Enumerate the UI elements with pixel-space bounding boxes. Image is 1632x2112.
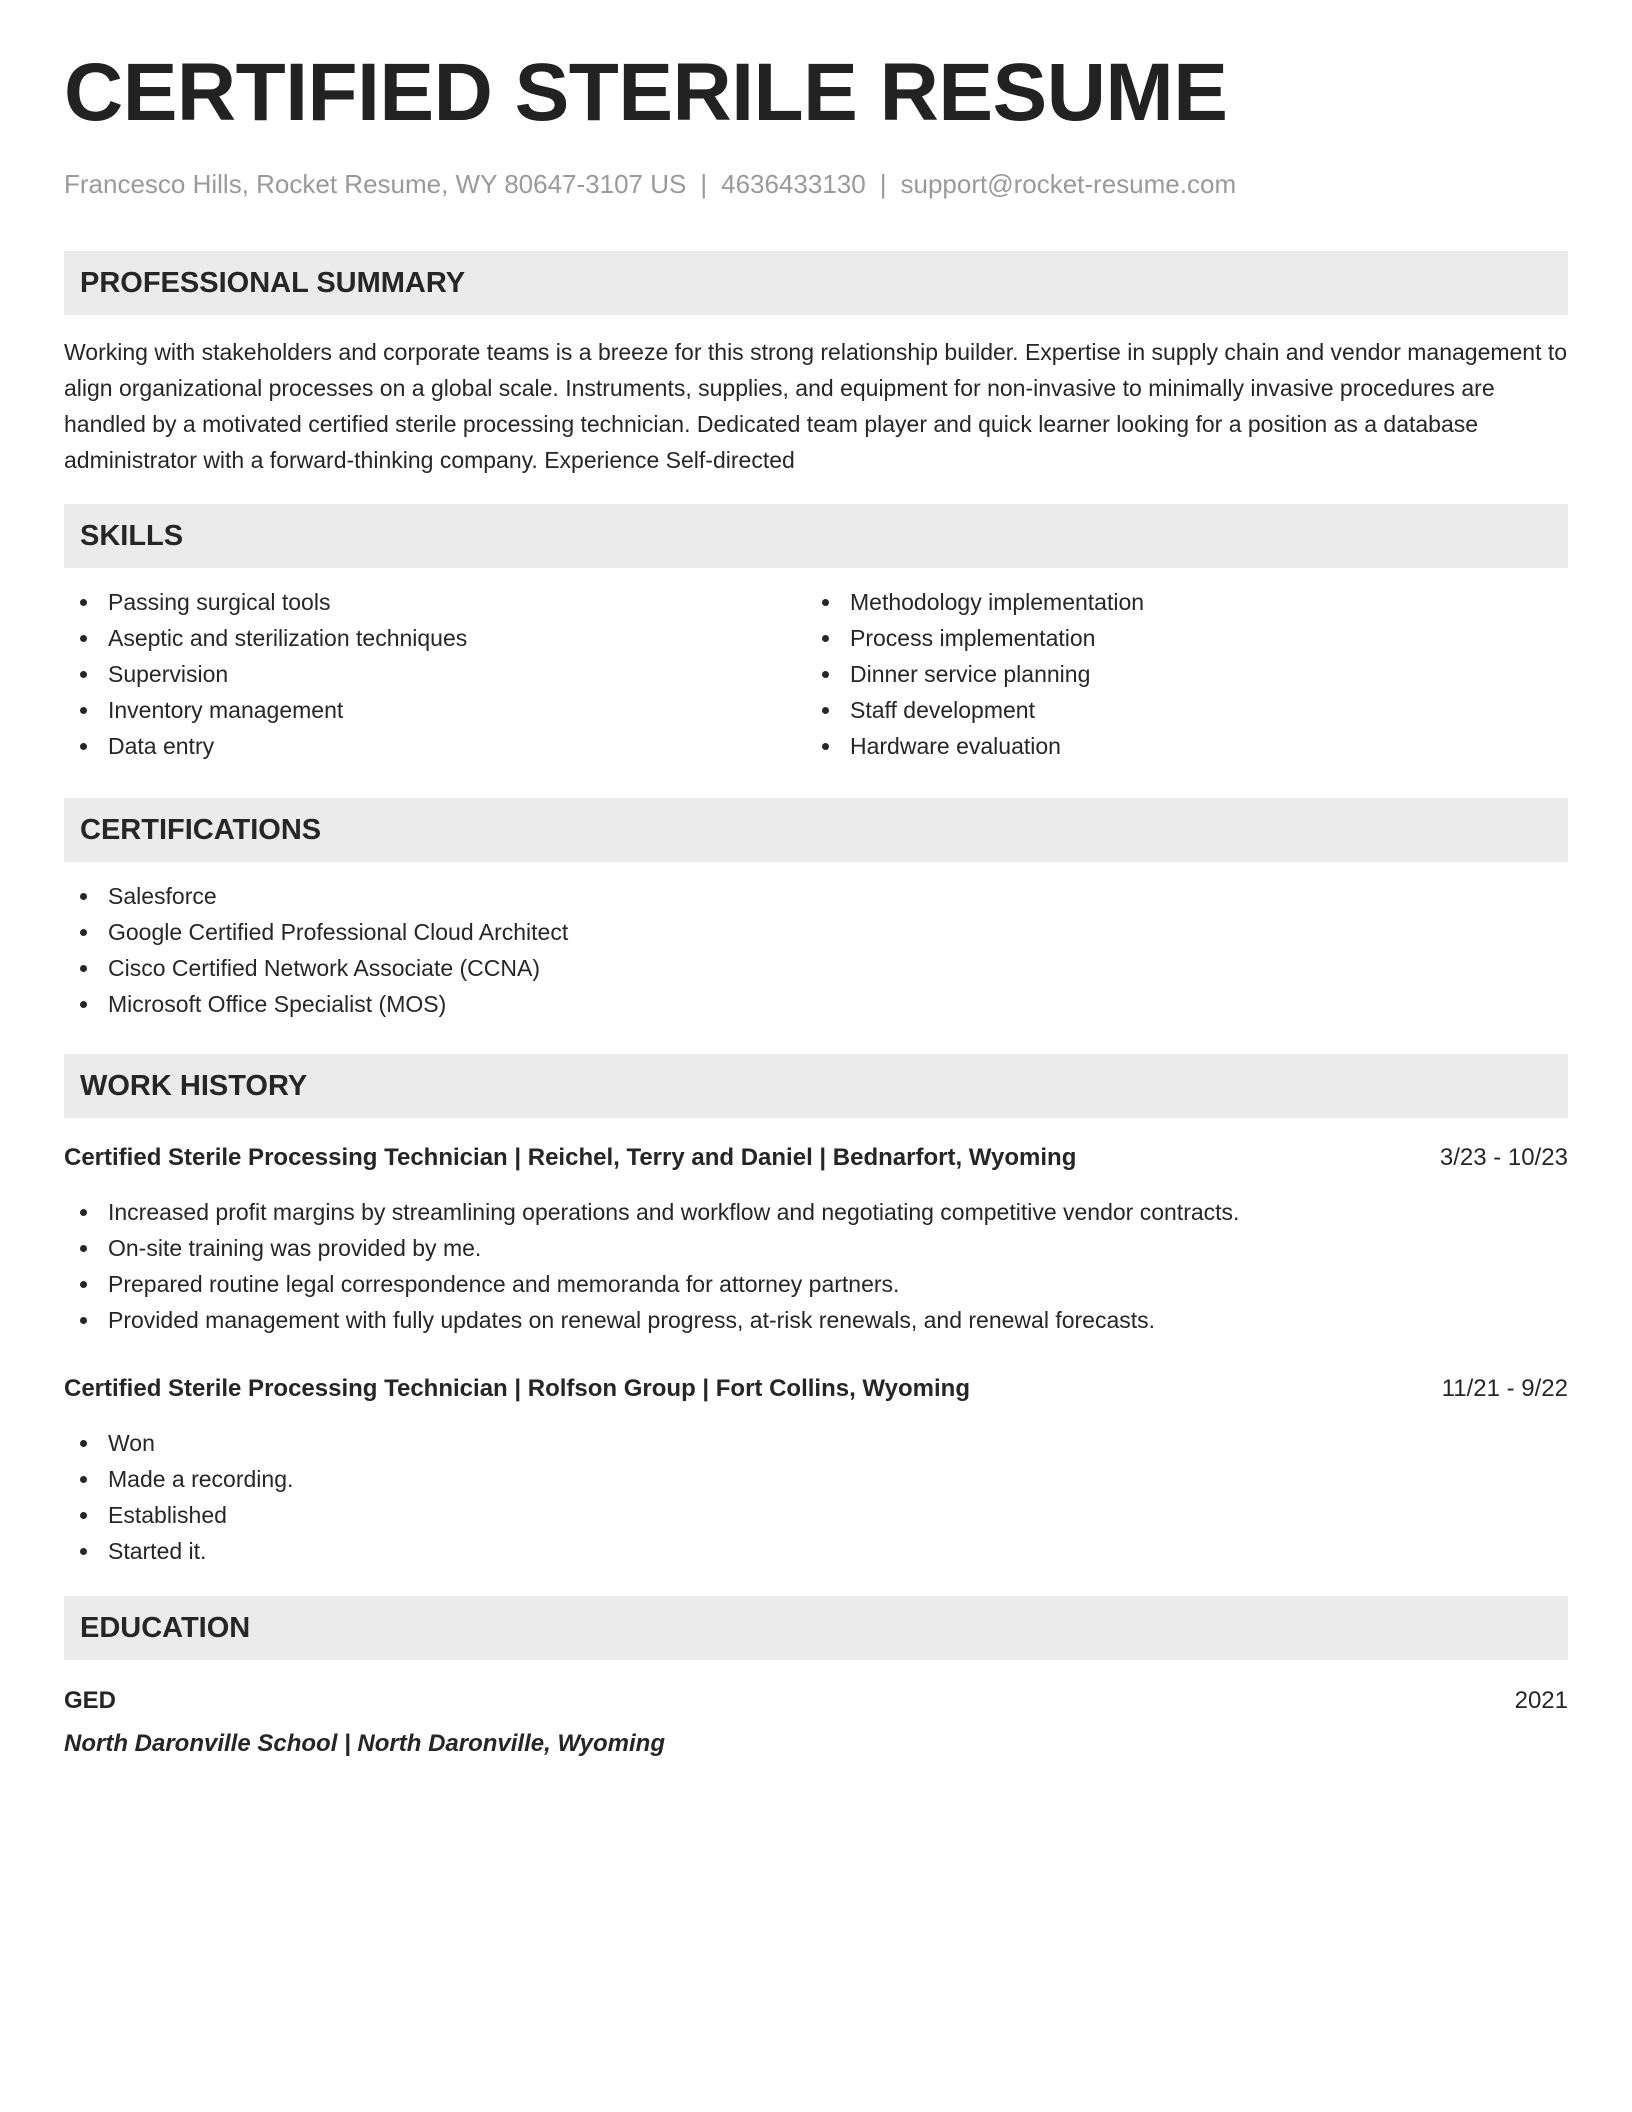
list-item: Started it. [64,1533,293,1569]
contact-address: Francesco Hills, Rocket Resume, WY 80647-3107 US [64,169,687,199]
education-school: North Daronville School | North Daronville, Wyoming [64,1730,665,1757]
list-item: Provided management with fully updates on renewal progress, at-risk renewals, and renewal forecasts. [64,1302,1239,1338]
list-item: Hardware evaluation [806,728,1144,764]
page-title: CERTIFIED STERILE RESUME [64,47,1228,138]
contact-separator: | [700,169,708,199]
job-header [64,1140,1568,1176]
list-item: Google Certified Professional Cloud Architect [64,914,568,950]
list-item: Passing surgical tools [64,584,467,620]
list-item: Staff development [806,692,1144,728]
list-item: Prepared routine legal correspondence and memoranda for attorney partners. [64,1266,1239,1302]
contact-line [64,168,1236,200]
list-item: Process implementation [806,620,1144,656]
list-item: Won [64,1425,293,1461]
list-item: Cisco Certified Network Associate (CCNA) [64,950,568,986]
contact-phone: 4636433130 [721,169,866,199]
list-item: Established [64,1497,293,1533]
list-item: Microsoft Office Specialist (MOS) [64,986,568,1022]
job-title: Certified Sterile Processing Technician | Rolfson Group | Fort Collins, Wyoming [64,1375,970,1402]
list-item: Dinner service planning [806,656,1144,692]
education-year: 2021 [1514,1687,1568,1714]
list-item: Data entry [64,728,467,764]
summary-text: Working with stakeholders and corporate teams is a breeze for this strong relationship builder. Expertise in supply chain and vendor management to align organizational processes on a global scale. Instruments, supplies, and equipment for non-invasive to minimally invasive procedures are handled by a motivated certified sterile processing technician. Dedicated team player and quick learner looking for a position as a database administrator with a forward-thinking company. Experience Self-directed [64,339,1568,473]
education-degree: GED [64,1687,117,1714]
job-header [64,1371,1568,1407]
list-item: Aseptic and sterilization techniques [64,620,467,656]
section-heading-summary: PROFESSIONAL SUMMARY [64,251,1568,315]
job-bullets [64,1194,1239,1338]
job-bullets [64,1425,293,1569]
list-item: Inventory management [64,692,467,728]
list-item: Made a recording. [64,1461,293,1497]
skills-list-right [806,584,1144,764]
list-item: Increased profit margins by streamlining operations and workflow and negotiating competitive vendor contracts. [64,1194,1239,1230]
contact-separator: | [879,169,887,199]
list-item: Supervision [64,656,467,692]
list-item: On-site training was provided by me. [64,1230,1239,1266]
section-heading-skills: SKILLS [64,504,1568,568]
job-title: Certified Sterile Processing Technician | Reichel, Terry and Daniel | Bednarfort, Wyoming [64,1144,1077,1171]
section-heading-education: EDUCATION [64,1596,1568,1660]
skills-list-left [64,584,467,764]
job-dates: 3/23 - 10/23 [1439,1144,1568,1171]
list-item: Salesforce [64,878,568,914]
job-dates: 11/21 - 9/22 [1441,1375,1568,1402]
section-heading-certifications: CERTIFICATIONS [64,798,1568,862]
list-item: Methodology implementation [806,584,1144,620]
section-heading-work-history: WORK HISTORY [64,1054,1568,1118]
certifications-list [64,878,568,1022]
education-header [64,1683,1568,1719]
contact-email: support@rocket-resume.com [900,169,1237,199]
